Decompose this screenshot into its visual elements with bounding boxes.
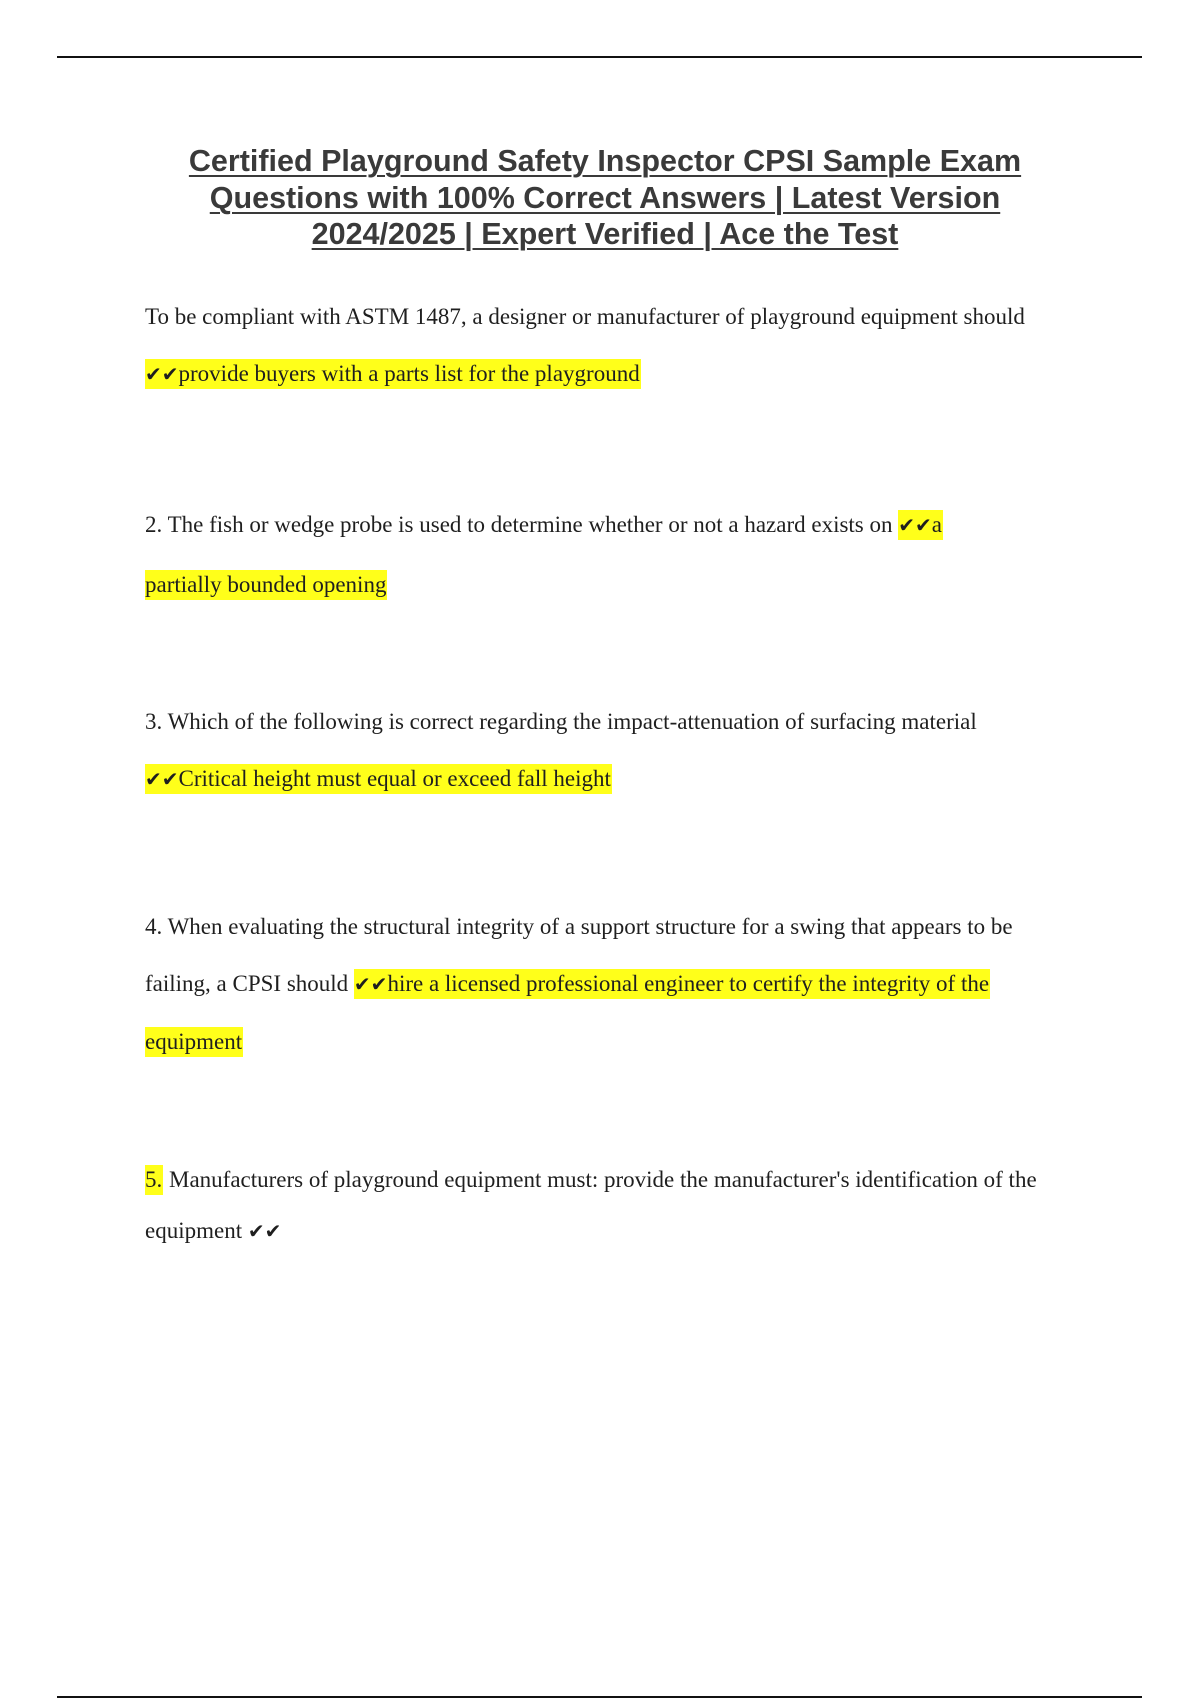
title-line-3: 2024/2025 | Expert Verified | Ace the Test	[311, 217, 899, 251]
question-text: 3. Which of the following is correct regarding the impact-attenuation of surfacing material	[145, 709, 977, 734]
answer-text: a	[931, 512, 942, 537]
document-title	[130, 143, 1080, 253]
answer-text: Critical height must equal or exceed fall height	[178, 766, 611, 791]
answer-text: hire a licensed professional engineer to certify the integrity of the	[387, 971, 990, 996]
question-item-5	[145, 1154, 1105, 1257]
question-text: 2. The fish or wedge probe is used to determine whether or not a hazard exists on	[145, 512, 899, 537]
answer-highlight	[145, 764, 612, 794]
double-check-icon: ✔✔	[247, 1219, 282, 1243]
footer-rule	[57, 1696, 1142, 1698]
answer-highlight	[145, 359, 641, 389]
question-number-highlight: 5.	[145, 1165, 163, 1195]
double-check-icon: ✔✔	[145, 362, 179, 386]
title-line-2: Questions with 100% Correct Answers | Latest Version	[209, 180, 1001, 215]
answer-highlight-continued: equipment	[145, 1027, 243, 1057]
double-check-icon: ✔✔	[145, 767, 179, 791]
question-item-1	[145, 288, 1105, 403]
question-item-3	[145, 693, 1105, 808]
question-item-4	[145, 898, 1105, 1070]
answer-highlight	[354, 969, 990, 999]
answer-highlight-continued: partially bounded opening	[145, 570, 387, 600]
header-rule	[57, 56, 1142, 58]
question-text-line-1: 4. When evaluating the structural integrity of a support structure for a swing that appears to be	[145, 914, 1013, 939]
question-text: To be compliant with ASTM 1487, a designer or manufacturer of playground equipment should	[145, 304, 1025, 329]
answer-highlight	[898, 510, 943, 540]
double-check-icon: ✔✔	[353, 972, 388, 996]
question-text-line-2: failing, a CPSI should	[145, 971, 354, 996]
double-check-icon: ✔✔	[898, 513, 932, 537]
question-text-line-2: equipment	[145, 1218, 248, 1243]
title-line-1: Certified Playground Safety Inspector CPSI Sample Exam	[188, 144, 1022, 178]
answer-text: provide buyers with a parts list for the playground	[178, 361, 640, 386]
question-item-2	[145, 495, 1105, 614]
question-text-line-1: Manufacturers of playground equipment must: provide the manufacturer's identification of the	[163, 1167, 1037, 1192]
